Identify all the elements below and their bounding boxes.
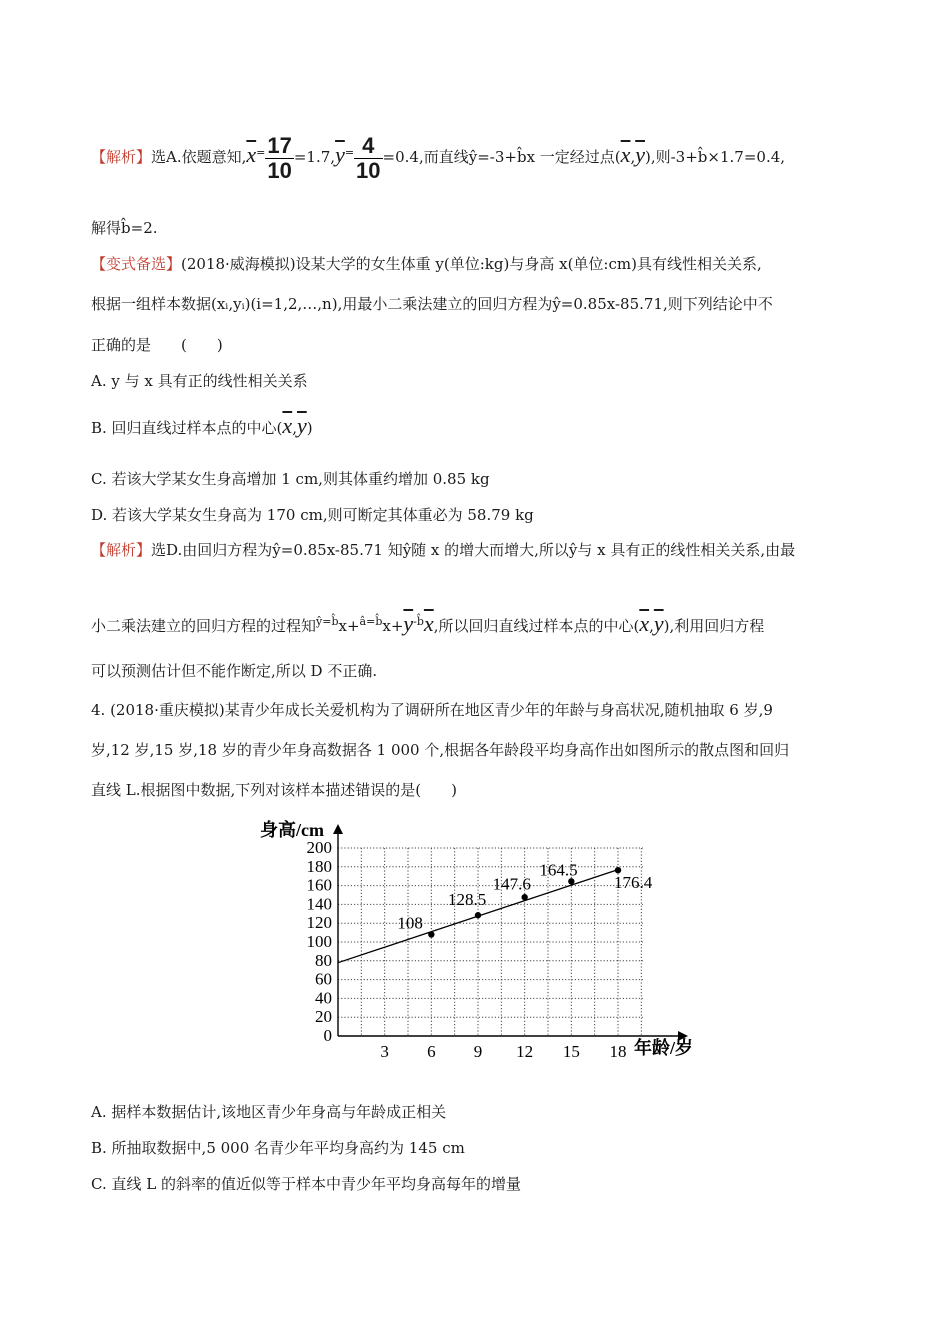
option-d: D. 若该大学某女生身高为 170 cm,则可断定其体重必为 58.79 kg — [91, 506, 534, 524]
data-label: 176.4 — [614, 873, 653, 893]
y-tick-label: 140 — [306, 894, 332, 914]
y-tick-label: 180 — [306, 856, 332, 876]
y-tick-label: 200 — [306, 838, 332, 857]
text: ),利用回归方程 — [663, 617, 765, 635]
x-tick-label: 18 — [609, 1042, 627, 1061]
text: ),则-3+ — [644, 148, 698, 166]
y-axis-label: 身高/cm — [260, 820, 324, 840]
eq: = — [322, 615, 332, 628]
option-4a: A. 据样本数据估计,该地区青少年身高与年龄成正相关 — [91, 1103, 447, 1121]
b-hat: b̂ — [516, 148, 527, 166]
y-hat: ŷ — [316, 615, 323, 628]
text: ×1.7=0.4, — [707, 148, 786, 166]
variant-tag: 【变式备选】 — [91, 255, 182, 273]
option-4c: C. 直线 L 的斜率的值近似等于样本中青少年平均身高每年的增量 — [91, 1175, 521, 1193]
text: 解得 — [91, 219, 122, 237]
denominator: 10 — [356, 157, 381, 183]
text: =-3+ — [477, 148, 517, 166]
eq: = — [256, 146, 266, 159]
variant-line-2: 根据一组样本数据(xᵢ,yᵢ)(i=1,2,…,n),用最小二乘法建立的回归方程为ŷ=0.85x-85.71,则下列结论中不 — [91, 295, 773, 313]
y-tick-label: 120 — [306, 913, 332, 933]
x-axis-label: 年龄/岁 — [634, 1038, 694, 1058]
variant-line-3: 正确的是 ( ) — [91, 336, 223, 354]
y-tick-label: 60 — [315, 969, 332, 989]
variant-line-1 — [91, 254, 762, 274]
y-tick-label: 80 — [315, 950, 332, 970]
scatter-chart — [240, 812, 710, 1072]
text: (2018·威海模拟)设某大学的女生体重 y(单位:kg)与身高 x(单位:cm)具有线性相关关系, — [181, 255, 762, 273]
marks — [338, 860, 653, 962]
y-bar: $\overline{y}$ — [335, 142, 345, 167]
x-tick-label: 6 — [427, 1042, 436, 1061]
numerator: 4 — [354, 134, 382, 159]
y-hat: ŷ — [468, 148, 478, 166]
text: ,所以回归直线过样本点的中心( — [433, 617, 640, 635]
y-tick-label: 40 — [315, 988, 332, 1008]
x-bar: $\overline{x}$ — [620, 142, 631, 167]
fraction-4-10 — [354, 134, 382, 183]
b-hat: b̂ — [375, 615, 383, 628]
y-tick-label: 20 — [315, 1007, 332, 1027]
text: =2. — [130, 219, 158, 237]
problem-4-line-3: 直线 L.根据图中数据,下列对该样本描述错误的是( ) — [91, 781, 457, 799]
analysis-1-cont — [91, 218, 158, 238]
text: x+ — [338, 617, 360, 635]
option-a: A. y 与 x 具有正的线性相关关系 — [91, 372, 308, 390]
x-bar: $\overline{x}$ — [282, 413, 293, 438]
text: x+ — [382, 617, 404, 635]
text: ) — [306, 419, 313, 437]
y-bar: $\overline{y}$ — [635, 142, 645, 167]
text: 小二乘法建立的回归方程的过程知 — [91, 617, 317, 635]
analysis-tag: 【解析】 — [91, 541, 152, 559]
x-tick-label: 9 — [473, 1042, 483, 1061]
eq: = — [344, 146, 355, 159]
data-label: 128.5 — [448, 890, 487, 910]
fraction-17-10 — [265, 134, 293, 183]
data-point — [475, 912, 481, 918]
a-hat: â — [359, 615, 367, 628]
data-point — [428, 931, 434, 937]
eq: = — [366, 615, 376, 628]
data-label: 147.6 — [492, 874, 531, 894]
text: =1.7, — [293, 148, 336, 166]
analysis-2-line-3: 可以预测估计但不能作断定,所以 D 不正确. — [91, 662, 378, 680]
problem-4-line-2: 岁,12 岁,15 岁,18 岁的青少年身高数据各 1 000 个,根据各年龄段平均身高作出如图所示的散点图和回归 — [91, 741, 790, 759]
option-c: C. 若该大学某女生身高增加 1 cm,则其体重约增加 0.85 kg — [91, 470, 490, 488]
y-bar: $\overline{y}$ — [403, 611, 414, 636]
y-tick-label: 0 — [323, 1026, 332, 1045]
x-tick-label: 3 — [380, 1042, 389, 1061]
data-label: 108 — [397, 913, 423, 933]
b-hat: b̂ — [416, 615, 424, 628]
option-4b: B. 所抽取数据中,5 000 名青少年平均身高约为 145 cm — [91, 1139, 465, 1157]
text: 选D.由回归方程为ŷ=0.85x-85.71 知ŷ随 x 的增大而增大,所以ŷ与 x 具有正的线性相关关系,由最 — [151, 541, 796, 559]
y-bar: $\overline{y}$ — [653, 611, 664, 636]
text: B. 回归直线过样本点的中心( — [91, 419, 283, 437]
minus: - — [413, 615, 417, 628]
x-bar: $\overline{x}$ — [246, 142, 257, 167]
b-hat: b̂ — [697, 148, 708, 166]
y-axis-arrow — [333, 824, 343, 834]
x-tick-label: 12 — [516, 1042, 534, 1061]
x-bar: $\overline{x}$ — [423, 611, 434, 636]
y-tick-label: 160 — [306, 875, 332, 895]
comma: , — [630, 148, 636, 166]
analysis-1 — [91, 120, 785, 190]
analysis-2-line-1 — [91, 540, 795, 560]
y-tick-label: 100 — [306, 932, 332, 951]
denominator: 10 — [267, 157, 292, 183]
x-tick-label: 15 — [562, 1042, 580, 1061]
analysis-2-line-2 — [91, 594, 764, 654]
analysis-tag: 【解析】 — [91, 148, 152, 166]
text: x 一定经过点( — [526, 148, 621, 166]
x-bar: $\overline{x}$ — [639, 611, 650, 636]
comma: , — [649, 617, 654, 635]
problem-4-line-1: 4. (2018·重庆模拟)某青少年成长关爱机构为了调研所在地区青少年的年龄与身高状况,随机抽取 6 岁,9 — [91, 701, 773, 719]
numerator: 17 — [267, 132, 292, 158]
text: =0.4,而直线 — [382, 148, 469, 166]
data-point — [521, 894, 527, 900]
comma: , — [292, 419, 297, 437]
option-b — [91, 404, 313, 450]
y-bar: $\overline{y}$ — [296, 413, 307, 438]
data-label: 164.5 — [539, 860, 578, 880]
text: 选A.依题意知, — [151, 148, 247, 166]
b-hat: b̂ — [331, 615, 339, 628]
b-hat: b̂ — [121, 219, 131, 237]
